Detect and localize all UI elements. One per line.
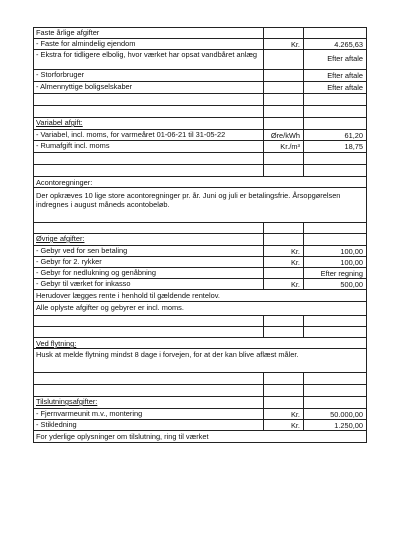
row-unit <box>263 268 304 279</box>
row-value: Efter aftale <box>303 50 367 70</box>
ovrige-note-rente: Herudover lægges rente i henhold til gældende rentelov. <box>33 290 367 302</box>
price-table <box>33 27 367 443</box>
variabel-heading: Variabel afgift: <box>33 118 264 130</box>
table-row <box>33 50 367 70</box>
empty-row <box>33 373 367 385</box>
table-row <box>33 279 367 290</box>
table-row <box>33 409 367 420</box>
row-value: 500,00 <box>303 279 367 290</box>
row-label: - Fjernvarmeunit m.v., montering <box>33 409 264 420</box>
table-row <box>33 130 367 141</box>
empty-row <box>33 94 367 106</box>
flytning-text-row <box>33 349 367 373</box>
row-label: - Almennyttige boligselskaber <box>33 82 264 94</box>
row-value: 100,00 <box>303 257 367 268</box>
flytning-heading: Ved flytning: <box>33 338 367 349</box>
row-label: - Gebyr for nedlukning og genåbning <box>33 268 264 279</box>
empty-row <box>33 106 367 118</box>
row-unit: Kr. <box>263 39 304 50</box>
row-unit: Kr. <box>263 420 304 431</box>
row-unit <box>263 82 304 94</box>
empty-row <box>33 153 367 165</box>
table-row <box>33 246 367 257</box>
row-label: - Gebyr for 2. rykker <box>33 257 264 268</box>
row-value: 100,00 <box>303 246 367 257</box>
row-unit: Kr. <box>263 246 304 257</box>
flytning-text: Husk at melde flytning mindst 8 dage i forvejen, for at der kan blive aflæst måler. <box>33 349 367 373</box>
ovrige-note-row <box>33 290 367 302</box>
row-value: Efter regning <box>303 268 367 279</box>
row-label: - Gebyr ved for sen betaling <box>33 246 264 257</box>
row-value: 4.265,63 <box>303 39 367 50</box>
table-row <box>33 257 367 268</box>
ovrige-heading: Øvrige afgifter: <box>33 234 264 246</box>
ovrige-note-moms: Alle oplyste afgifter og gebyrer er incl. moms. <box>33 302 367 316</box>
row-value: Efter aftale <box>303 70 367 82</box>
row-label: - Gebyr til værket for inkasso <box>33 279 264 290</box>
row-label: - Faste for almindelig ejendom <box>33 39 264 50</box>
row-value: 18,75 <box>303 141 367 153</box>
empty-row <box>33 385 367 397</box>
empty-row <box>33 327 367 338</box>
row-unit: Kr. <box>263 257 304 268</box>
empty-row <box>33 165 367 177</box>
row-value: Efter aftale <box>303 82 367 94</box>
aconto-heading-row <box>33 177 367 188</box>
tilslutning-heading: Tilslutningsafgifter: <box>33 397 264 409</box>
row-label: - Ekstra for tidligere elbolig, hvor værket har opsat vandbåret anlæg <box>33 50 264 70</box>
aconto-text: Der opkræves 10 lige store acontoregninger pr. år. Juni og juli er betalingsfrie. Årsopgørelsen indregnes i august måneds acontobeløb. <box>33 188 367 223</box>
faste-heading: Faste årlige afgifter <box>33 27 264 39</box>
row-unit: Kr. <box>263 409 304 420</box>
row-unit <box>263 50 304 70</box>
row-label: - Variabel, incl. moms, for varmeåret 01-06-21 til 31-05-22 <box>33 130 264 141</box>
tilslutning-note: For yderlige oplysninger om tilslutning, ring til værket <box>33 431 367 443</box>
row-label: - Rumafgift incl. moms <box>33 141 264 153</box>
variabel-heading-row <box>33 118 367 130</box>
row-value: 61,20 <box>303 130 367 141</box>
row-unit: Øre/kWh <box>263 130 304 141</box>
table-row <box>33 70 367 82</box>
empty-row <box>33 316 367 327</box>
row-value: 1.250,00 <box>303 420 367 431</box>
row-value: 50.000,00 <box>303 409 367 420</box>
row-label: - Storforbruger <box>33 70 264 82</box>
row-unit <box>263 70 304 82</box>
ovrige-note-row <box>33 302 367 316</box>
table-row <box>33 82 367 94</box>
empty-row <box>33 223 367 234</box>
table-row <box>33 141 367 153</box>
ovrige-heading-row <box>33 234 367 246</box>
row-label: - Stikledning <box>33 420 264 431</box>
row-unit: Kr./m³ <box>263 141 304 153</box>
aconto-text-row <box>33 188 367 223</box>
tilslutning-heading-row <box>33 397 367 409</box>
flytning-heading-row <box>33 338 367 349</box>
aconto-heading: Acontoregninger: <box>33 177 367 188</box>
table-row <box>33 420 367 431</box>
table-row <box>33 268 367 279</box>
faste-heading-row <box>33 27 367 39</box>
tilslutning-note-row <box>33 431 367 443</box>
row-unit: Kr. <box>263 279 304 290</box>
table-row <box>33 39 367 50</box>
